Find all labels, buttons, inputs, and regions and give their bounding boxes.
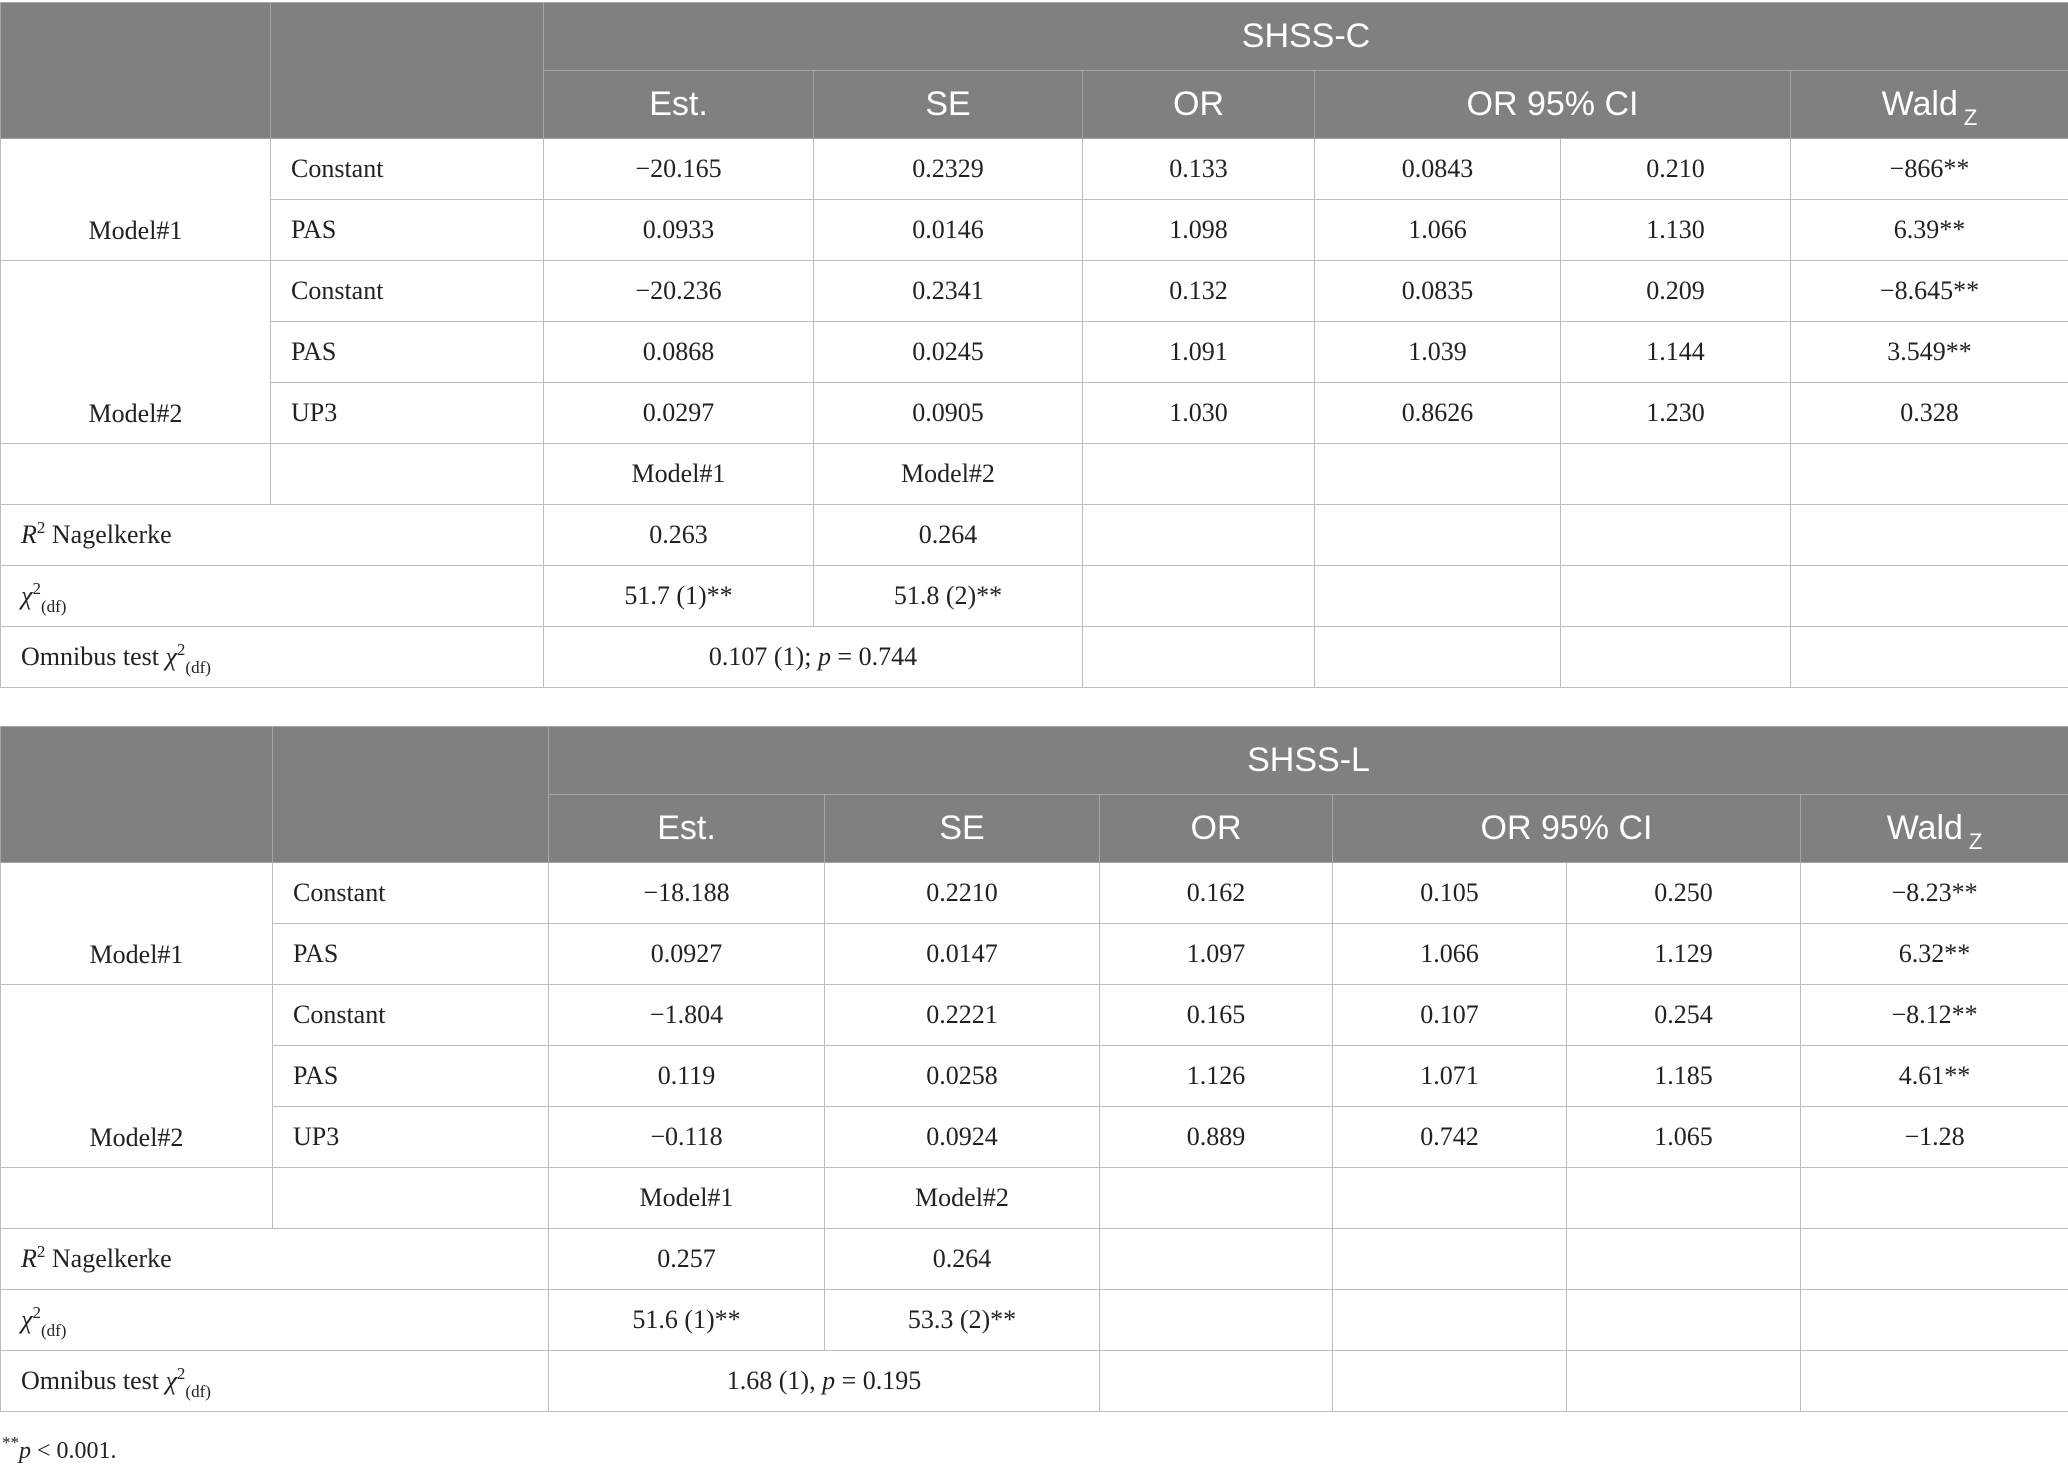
- ci-low-cell: 0.107: [1333, 985, 1567, 1046]
- wald-cell: 0.328: [1791, 383, 2068, 444]
- term-cell: PAS: [271, 200, 544, 261]
- or-cell: 1.097: [1100, 924, 1333, 985]
- blank-cell: [1083, 505, 1315, 566]
- blank-cell: [1333, 1290, 1567, 1351]
- r2-label: $R^2$ Nagelkerke: [1, 505, 544, 566]
- wald-cell: 3.549**: [1791, 322, 2068, 383]
- chi-row: [1, 1290, 2068, 1351]
- blank-cell: [1083, 566, 1315, 627]
- or-cell: 0.132: [1083, 261, 1315, 322]
- blank-cell: [1315, 505, 1561, 566]
- se-cell: 0.2329: [814, 139, 1083, 200]
- ci-high-cell: 1.065: [1567, 1107, 1801, 1168]
- est-cell: −0.118: [549, 1107, 825, 1168]
- chi-model2: 53.3 (2)**: [825, 1290, 1100, 1351]
- table-row: [1, 200, 2068, 261]
- blank-cell: [1333, 1168, 1567, 1229]
- header-blank-2: [271, 3, 544, 139]
- blank-cell: [1561, 444, 1791, 505]
- blank-cell: [1100, 1290, 1333, 1351]
- table-row: [1, 924, 2068, 985]
- or-cell: 1.091: [1083, 322, 1315, 383]
- col-header-wald: Wald $_Z$: [1791, 71, 2068, 139]
- blank-cell: [273, 1168, 549, 1229]
- r2-row: [1, 505, 2068, 566]
- blank-cell: [1083, 444, 1315, 505]
- blank-cell: [1100, 1168, 1333, 1229]
- term-cell: Constant: [273, 985, 549, 1046]
- ci-low-cell: 0.742: [1333, 1107, 1567, 1168]
- or-cell: 1.030: [1083, 383, 1315, 444]
- blank-cell: [1315, 627, 1561, 688]
- scale-header: SHSS-C: [544, 3, 2068, 71]
- ci-low-cell: 1.039: [1315, 322, 1561, 383]
- ci-high-cell: 0.254: [1567, 985, 1801, 1046]
- est-cell: 0.0933: [544, 200, 814, 261]
- omnibus-label: Omnibus test $\chi^2_{(df)}$: [1, 1351, 549, 1412]
- omnibus-value: 1.68 (1), p = 0.195: [549, 1351, 1100, 1412]
- or-cell: 1.126: [1100, 1046, 1333, 1107]
- blank-cell: [1791, 566, 2068, 627]
- est-cell: 0.0297: [544, 383, 814, 444]
- se-cell: 0.0147: [825, 924, 1100, 985]
- model-label: Model#1: [1, 139, 271, 261]
- wald-cell: 6.32**: [1801, 924, 2068, 985]
- col-header-se: SE: [825, 795, 1100, 863]
- table-row: [1, 863, 2068, 924]
- header-blank-1: [1, 727, 273, 863]
- r2-model2: 0.264: [825, 1229, 1100, 1290]
- wald-cell: −866**: [1791, 139, 2068, 200]
- regression-table-shss-c: [0, 2, 2068, 688]
- col-header-or: OR: [1083, 71, 1315, 139]
- regression-table-shss-l: [0, 726, 2068, 1412]
- blank-cell: [1801, 1229, 2068, 1290]
- blank-cell: [1, 444, 271, 505]
- ci-high-cell: 1.230: [1561, 383, 1791, 444]
- blank-cell: [1083, 627, 1315, 688]
- blank-cell: [1791, 627, 2068, 688]
- header-blank-1: [1, 3, 271, 139]
- table-row: [1, 383, 2068, 444]
- omnibus-row: [1, 627, 2068, 688]
- blank-cell: [271, 444, 544, 505]
- ci-low-cell: 0.105: [1333, 863, 1567, 924]
- ci-high-cell: 1.144: [1561, 322, 1791, 383]
- est-cell: −18.188: [549, 863, 825, 924]
- r2-model2: 0.264: [814, 505, 1083, 566]
- ci-low-cell: 0.0835: [1315, 261, 1561, 322]
- term-cell: PAS: [273, 1046, 549, 1107]
- term-cell: Constant: [273, 863, 549, 924]
- blank-cell: [1333, 1351, 1567, 1412]
- r2-model1: 0.263: [544, 505, 814, 566]
- header-blank-2: [273, 727, 549, 863]
- col-header-wald: Wald $_Z$: [1801, 795, 2068, 863]
- se-cell: 0.0905: [814, 383, 1083, 444]
- est-cell: 0.119: [549, 1046, 825, 1107]
- term-cell: UP3: [271, 383, 544, 444]
- wald-cell: 4.61**: [1801, 1046, 2068, 1107]
- blank-cell: [1100, 1351, 1333, 1412]
- se-cell: 0.0245: [814, 322, 1083, 383]
- chi-model2: 51.8 (2)**: [814, 566, 1083, 627]
- chi-model1: 51.6 (1)**: [549, 1290, 825, 1351]
- wald-cell: 6.39**: [1791, 200, 2068, 261]
- col-header-or-ci: OR 95% CI: [1333, 795, 1801, 863]
- chi-label: $\chi^2_{(df)}$: [1, 566, 544, 627]
- ci-high-cell: 1.185: [1567, 1046, 1801, 1107]
- se-cell: 0.2221: [825, 985, 1100, 1046]
- table-row: [1, 139, 2068, 200]
- se-cell: 0.0146: [814, 200, 1083, 261]
- term-cell: Constant: [271, 261, 544, 322]
- ci-high-cell: 1.130: [1561, 200, 1791, 261]
- blank-cell: [1, 1168, 273, 1229]
- or-cell: 0.165: [1100, 985, 1333, 1046]
- fit-header-model2: Model#2: [814, 444, 1083, 505]
- table-row: [1, 1107, 2068, 1168]
- omnibus-label: Omnibus test $\chi^2_{(df)}$: [1, 627, 544, 688]
- omnibus-row: [1, 1351, 2068, 1412]
- model-label: Model#2: [1, 261, 271, 444]
- ci-low-cell: 1.066: [1333, 924, 1567, 985]
- blank-cell: [1791, 444, 2068, 505]
- fit-header-model1: Model#1: [549, 1168, 825, 1229]
- blank-cell: [1561, 566, 1791, 627]
- wald-cell: −8.12**: [1801, 985, 2068, 1046]
- wald-cell: −1.28: [1801, 1107, 2068, 1168]
- col-header-est: Est.: [549, 795, 825, 863]
- blank-cell: [1315, 444, 1561, 505]
- or-cell: 0.162: [1100, 863, 1333, 924]
- ci-low-cell: 1.071: [1333, 1046, 1567, 1107]
- table-row: [1, 261, 2068, 322]
- blank-cell: [1567, 1229, 1801, 1290]
- model-label: Model#1: [1, 863, 273, 985]
- blank-cell: [1801, 1290, 2068, 1351]
- blank-cell: [1315, 566, 1561, 627]
- or-cell: 0.889: [1100, 1107, 1333, 1168]
- model-label: Model#2: [1, 985, 273, 1168]
- scale-header: SHSS-L: [549, 727, 2068, 795]
- table-row: [1, 322, 2068, 383]
- fit-header-row: [1, 444, 2068, 505]
- blank-cell: [1561, 627, 1791, 688]
- chi-label: $\chi^2_{(df)}$: [1, 1290, 549, 1351]
- chi-row: [1, 566, 2068, 627]
- se-cell: 0.2210: [825, 863, 1100, 924]
- ci-low-cell: 0.0843: [1315, 139, 1561, 200]
- ci-high-cell: 0.250: [1567, 863, 1801, 924]
- est-cell: −1.804: [549, 985, 825, 1046]
- est-cell: −20.165: [544, 139, 814, 200]
- blank-cell: [1100, 1229, 1333, 1290]
- blank-cell: [1567, 1351, 1801, 1412]
- col-header-or-ci: OR 95% CI: [1315, 71, 1791, 139]
- term-cell: PAS: [271, 322, 544, 383]
- ci-low-cell: 1.066: [1315, 200, 1561, 261]
- or-cell: 1.098: [1083, 200, 1315, 261]
- r2-model1: 0.257: [549, 1229, 825, 1290]
- col-header-se: SE: [814, 71, 1083, 139]
- ci-high-cell: 0.209: [1561, 261, 1791, 322]
- blank-cell: [1791, 505, 2068, 566]
- est-cell: −20.236: [544, 261, 814, 322]
- omnibus-value: 0.107 (1); p = 0.744: [544, 627, 1083, 688]
- se-cell: 0.2341: [814, 261, 1083, 322]
- or-cell: 0.133: [1083, 139, 1315, 200]
- blank-cell: [1801, 1351, 2068, 1412]
- est-cell: 0.0927: [549, 924, 825, 985]
- term-cell: Constant: [271, 139, 544, 200]
- table-row: [1, 985, 2068, 1046]
- fit-header-model2: Model#2: [825, 1168, 1100, 1229]
- blank-cell: [1567, 1168, 1801, 1229]
- table-footnote: **p < 0.001.: [2, 1433, 117, 1464]
- col-header-est: Est.: [544, 71, 814, 139]
- ci-high-cell: 0.210: [1561, 139, 1791, 200]
- blank-cell: [1567, 1290, 1801, 1351]
- fit-header-model1: Model#1: [544, 444, 814, 505]
- col-header-or: OR: [1100, 795, 1333, 863]
- ci-high-cell: 1.129: [1567, 924, 1801, 985]
- wald-cell: −8.645**: [1791, 261, 2068, 322]
- se-cell: 0.0924: [825, 1107, 1100, 1168]
- blank-cell: [1801, 1168, 2068, 1229]
- wald-cell: −8.23**: [1801, 863, 2068, 924]
- chi-model1: 51.7 (1)**: [544, 566, 814, 627]
- term-cell: UP3: [273, 1107, 549, 1168]
- r2-label: $R^2$ Nagelkerke: [1, 1229, 549, 1290]
- blank-cell: [1333, 1229, 1567, 1290]
- r2-row: [1, 1229, 2068, 1290]
- blank-cell: [1561, 505, 1791, 566]
- est-cell: 0.0868: [544, 322, 814, 383]
- fit-header-row: [1, 1168, 2068, 1229]
- term-cell: PAS: [273, 924, 549, 985]
- table-row: [1, 1046, 2068, 1107]
- se-cell: 0.0258: [825, 1046, 1100, 1107]
- ci-low-cell: 0.8626: [1315, 383, 1561, 444]
